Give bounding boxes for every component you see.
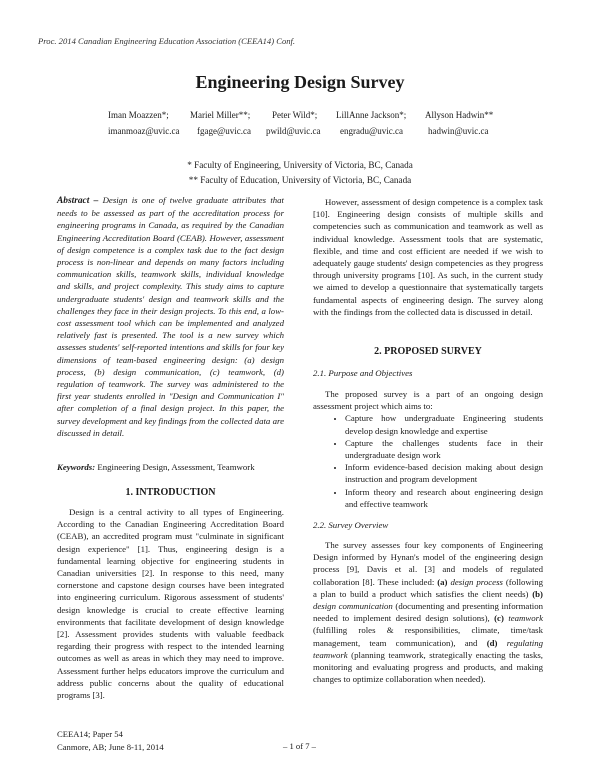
affiliation: * Faculty of Engineering, University of Victoria, BC, Canada	[187, 160, 413, 170]
affiliations	[0, 158, 600, 188]
objectives-body	[313, 388, 543, 510]
author-email: imanmoaz@uvic.ca	[108, 126, 180, 136]
author-block	[40, 110, 560, 142]
term: regulating teamwork	[313, 637, 544, 660]
overview-body	[313, 539, 543, 685]
affiliation: ** Faculty of Education, University of Victoria, BC, Canada	[188, 175, 412, 185]
page-number: – 1 of 7 –	[283, 741, 316, 751]
author-name: Peter Wild*;	[272, 110, 318, 120]
abstract-text: Design is one of twelve graduate attributes that needs to be assessed as part of the accreditation process for engineering programs in Canada, as required by the Canadian Engineering Accreditation Board (CEAB). However, assessment of design competence is a complex task due to the fact design process is non-linear and depends on many factors including communication skills, teamwork skills, individual knowledge and skills, and project complexity. This study aims to capture undergraduate students' design and teamwork skills and the challenges they face in their design projects. To this end, a low-cost assessment tool which can be implemented and analyzed relatively fast is presented. The tool is a new survey which assesses students' self-reported intentions and skills for four key dimensions of team-based engineering design: (a) design process, (b) design communication, (c) teamwork, (d) regulation of teamwork. The survey was administered to the first year students enrolled in "Design and Communication I" after completion of a final design project. In this paper, the survey development and key findings from the collected data are discussed in detail.	[57, 195, 285, 438]
term: teamwork	[508, 613, 544, 624]
paper-title: Engineering Design Survey	[195, 72, 405, 92]
text-run: (fulfilling roles & responsibilities, climate, time/task management, team communication), and	[313, 625, 543, 648]
right-intro-body	[313, 196, 543, 318]
author-name: Allyson Hadwin**	[425, 110, 494, 120]
subsection-heading-overview: 2.2. Survey Overview	[313, 520, 389, 530]
abstract-label: Abstract –	[57, 196, 99, 206]
text-run: (documenting and presenting information needed to implement desired design solutions),	[313, 601, 543, 624]
author-name: Mariel Miller**;	[190, 110, 251, 120]
introduction-body	[57, 506, 284, 701]
abstract	[57, 194, 284, 439]
conference-header: Proc. 2014 Canadian Engineering Education Association (CEEA14) Conf.	[38, 36, 296, 46]
author-name: LillAnne Jackson*;	[336, 110, 407, 120]
paragraph: Design is a central activity to all types of Engineering. According to the Canadian Engineering Accreditation Board (CEAB), an accredited program must "culminate in significant design experience" [1]. Thus, engineering design is a fundamental learning objective for engineering students in Canadian universities [2]. In response to this need, many cornerstone and capstone design courses have been integrated into engineering curriculum. Rigorous assessment of students' design knowledge is crucial to create effective learning environments that facilitate development of design knowledge [2]. Assessment provides students with valuable feedback regarding their progress with respect to the intended learning outcomes as well as areas in which they may need to improve. Assessment further helps educators improve the curriculum and address public concerns about the quality of educational programs [3].	[57, 507, 284, 701]
section-heading-introduction: 1. INTRODUCTION	[125, 487, 216, 498]
item-marker: (c)	[494, 613, 504, 624]
text-run: (following a plan to build a product which satisfies the client needs)	[313, 576, 544, 599]
keywords	[57, 461, 284, 473]
keywords-text: Engineering Design, Assessment, Teamwork	[97, 462, 255, 472]
paragraph	[313, 539, 543, 685]
objectives-list	[313, 412, 543, 510]
item-marker: (b)	[532, 588, 543, 599]
author-emails	[40, 126, 560, 142]
list-item: • Capture the challenges students face in their undergraduate design work	[345, 437, 543, 461]
item-marker: (d)	[486, 637, 498, 648]
keywords-label: Keywords:	[57, 462, 96, 472]
paragraph: The proposed survey is a part of an ongoing design assessment project which aims to:	[313, 389, 543, 412]
author-email: fgage@uvic.ca	[197, 126, 252, 136]
term: design process	[450, 576, 503, 587]
list-item: • Inform theory and research about engineering design and effective teamwork	[345, 486, 543, 510]
section-heading-proposed-survey: 2. PROPOSED SURVEY	[374, 346, 482, 357]
author-names	[40, 110, 560, 126]
item-marker: (a)	[437, 576, 448, 587]
author-email: engradu@uvic.ca	[340, 126, 404, 136]
footer-location: Canmore, AB; June 8-11, 2014	[57, 742, 164, 752]
list-item: • Capture how undergraduate Engineering students develop design knowledge and expertise	[345, 412, 543, 436]
text-run: The survey assesses four key components of Engineering Design informed by Hynan's model of the engineering design process [9], Davis et al. [3] and models of regulated collaboration [8]. These included:	[313, 540, 543, 587]
subsection-heading-objectives: 2.1. Purpose and Objectives	[313, 368, 413, 378]
term: design communication	[313, 601, 393, 612]
paragraph: However, assessment of design competence is a complex task [10]. Engineering design consists of multiple skills and competencies such as communication and teamwork as well as individual knowledge. Assessment tools that are systematic, flexible, and time and cost efficient are needed if we wish to adequately gauge students' design competencies as they progress through university programs [10]. As such, in the current study we aimed to develop a questionnaire that systematically targets fundamental aspects of engineering design. The survey along with the findings from the collected data is discussed in detail.	[313, 197, 543, 317]
author-email: hadwin@uvic.ca	[428, 126, 489, 136]
list-item: • Inform evidence-based decision making about design instruction and program development	[345, 461, 543, 485]
text-run: (planning teamwork, strategically enacting the tasks, monitoring and evaluating progress and products, and making changes to optimize collaboration when needed).	[313, 649, 543, 685]
author-email: pwild@uvic.ca	[266, 126, 321, 136]
author-name: Iman Moazzen*;	[108, 110, 169, 120]
footer-info	[57, 728, 164, 754]
footer-paper: CEEA14; Paper 54	[57, 729, 123, 739]
